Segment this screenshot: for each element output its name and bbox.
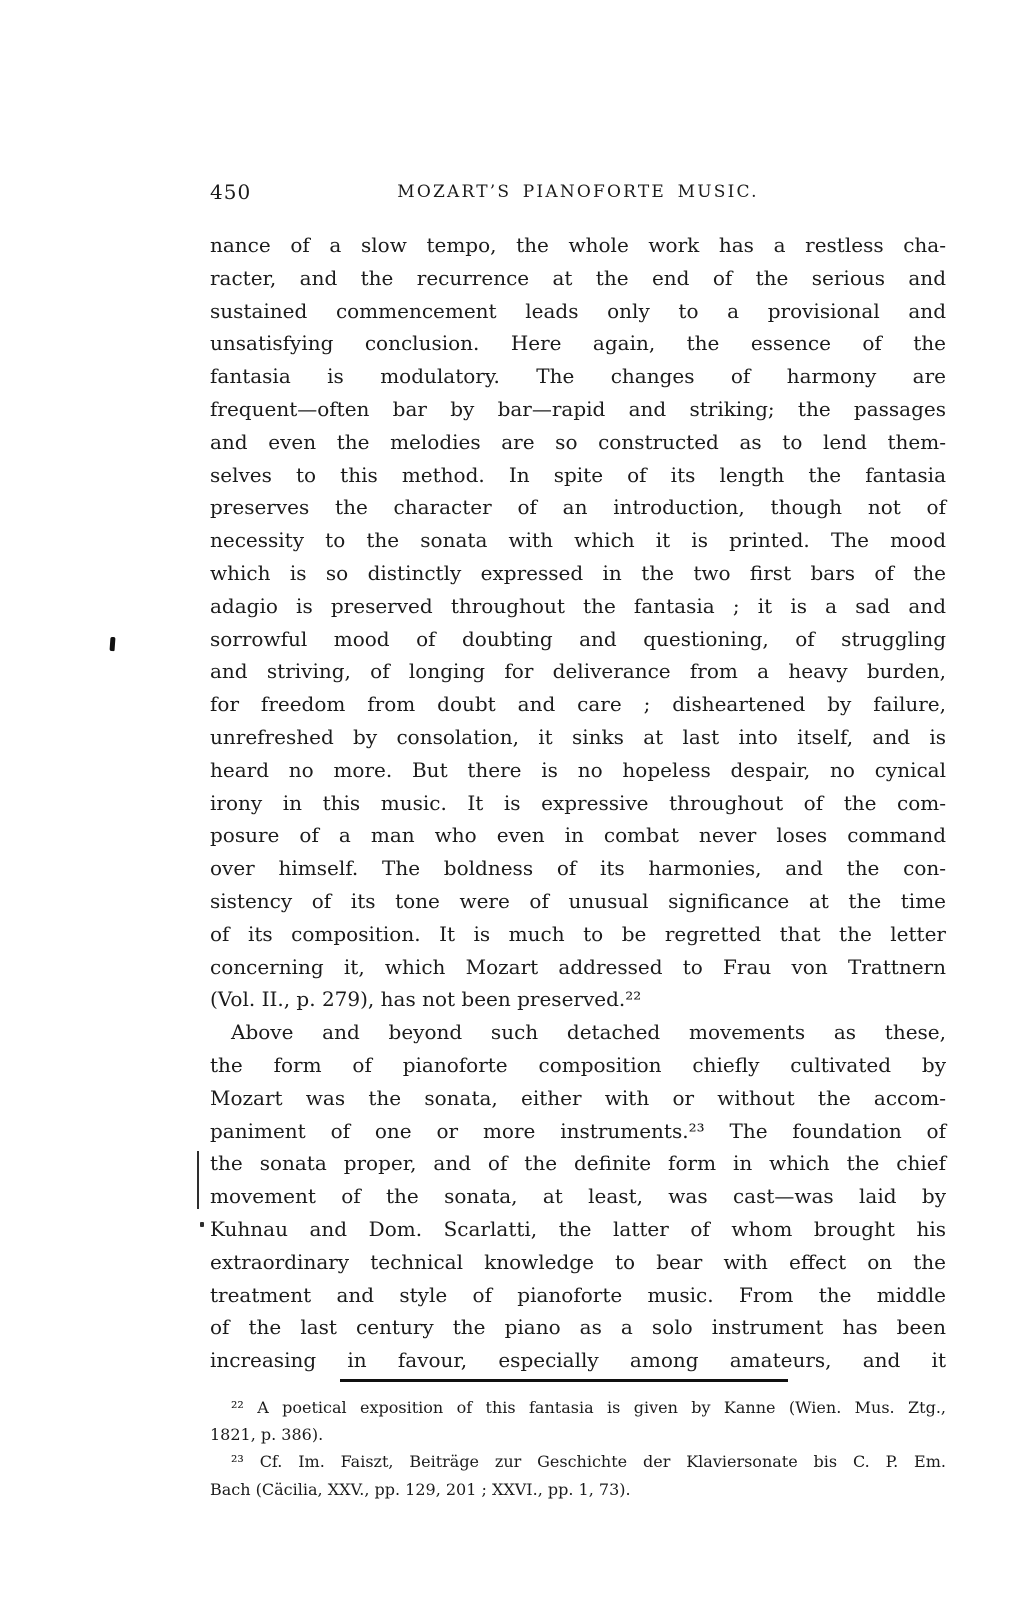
text-line: racter, and the recurrence at the end of the serious and <box>210 265 946 290</box>
text-line: irony in this music. It is expressive throughout of the com- <box>210 790 946 815</box>
text-line: the sonata proper, and of the definite form in which the chief <box>210 1151 946 1176</box>
text-line: unsatisfying conclusion. Here again, the essence of the <box>210 331 946 356</box>
text-line: adagio is preserved throughout the fantasia ; it is a sad and <box>210 593 946 618</box>
text-line: treatment and style of pianoforte music. From the middle <box>210 1282 946 1307</box>
text-line: sistency of its tone were of unusual significance at the time <box>210 888 946 913</box>
footnotes <box>210 1394 946 1503</box>
text-line: posure of a man who even in combat never loses command <box>210 823 946 848</box>
running-title: MOZART’S PIANOFORTE MUSIC. <box>397 182 759 202</box>
text-line: sorrowful mood of doubting and questioning, of struggling <box>210 626 946 651</box>
text-line: of its composition. It is much to be regretted that the letter <box>210 921 946 946</box>
footnote-line: Bach (Cäcilia, XXV., pp. 129, 201 ; XXVI., pp. 1, 73). <box>210 1479 631 1499</box>
text-line: heard no more. But there is no hopeless despair, no cynical <box>210 757 946 782</box>
text-line: over himself. The boldness of its harmonies, and the con- <box>210 856 946 881</box>
text-line: of the last century the piano as a solo instrument has been <box>210 1315 946 1340</box>
margin-pencil-line <box>197 1151 199 1209</box>
margin-ink-mark <box>110 637 116 651</box>
text-line: the form of pianoforte composition chiefly cultivated by <box>210 1052 946 1077</box>
footnote-separator-rule <box>340 1379 788 1382</box>
text-line: paniment of one or more instruments.²³ The foundation of <box>210 1118 946 1143</box>
text-line: extraordinary technical knowledge to bear with effect on the <box>210 1249 946 1274</box>
text-line: fantasia is modulatory. The changes of harmony are <box>210 364 946 389</box>
text-line: frequent—often bar by bar—rapid and striking; the passages <box>210 396 946 421</box>
text-line: (Vol. II., p. 279), has not been preserved.²² <box>210 987 642 1012</box>
text-line: increasing in favour, especially among amateurs, and it <box>210 1348 946 1373</box>
text-line: concerning it, which Mozart addressed to Frau von Trattnern <box>210 954 946 979</box>
text-line: Above and beyond such detached movements as these, <box>231 1020 946 1045</box>
text-line: nance of a slow tempo, the whole work has a restless cha- <box>210 233 946 257</box>
footnote-line: ²³ Cf. Im. Faiszt, Beiträge zur Geschichte der Klaviersonate bis C. P. Em. <box>231 1452 946 1472</box>
text-line: and striving, of longing for deliverance from a heavy burden, <box>210 659 946 684</box>
text-line: selves to this method. In spite of its length the fantasia <box>210 462 946 487</box>
text-line: and even the melodies are so constructed as to lend them- <box>210 429 946 454</box>
margin-pencil-dot <box>200 1222 204 1227</box>
text-line: unrefreshed by consolation, it sinks at last into itself, and is <box>210 724 946 749</box>
page-number: 450 <box>210 180 252 204</box>
text-line: preserves the character of an introduction, though not of <box>210 495 946 520</box>
text-line: movement of the sonata, at least, was cast—was laid by <box>210 1184 946 1209</box>
text-line: Kuhnau and Dom. Scarlatti, the latter of whom brought his <box>210 1216 946 1241</box>
page-header <box>210 180 946 206</box>
text-line: necessity to the sonata with which it is printed. The mood <box>210 528 946 553</box>
body-text <box>210 229 946 1377</box>
text-line: Mozart was the sonata, either with or without the accom- <box>210 1085 946 1110</box>
text-line: for freedom from doubt and care ; disheartened by failure, <box>210 692 946 717</box>
text-line: which is so distinctly expressed in the two first bars of the <box>210 560 946 585</box>
footnote-line: 1821, p. 386). <box>210 1425 324 1445</box>
text-line: sustained commencement leads only to a provisional and <box>210 298 946 323</box>
footnote-line: ²² A poetical exposition of this fantasia is given by Kanne (Wien. Mus. Ztg., <box>231 1398 946 1417</box>
